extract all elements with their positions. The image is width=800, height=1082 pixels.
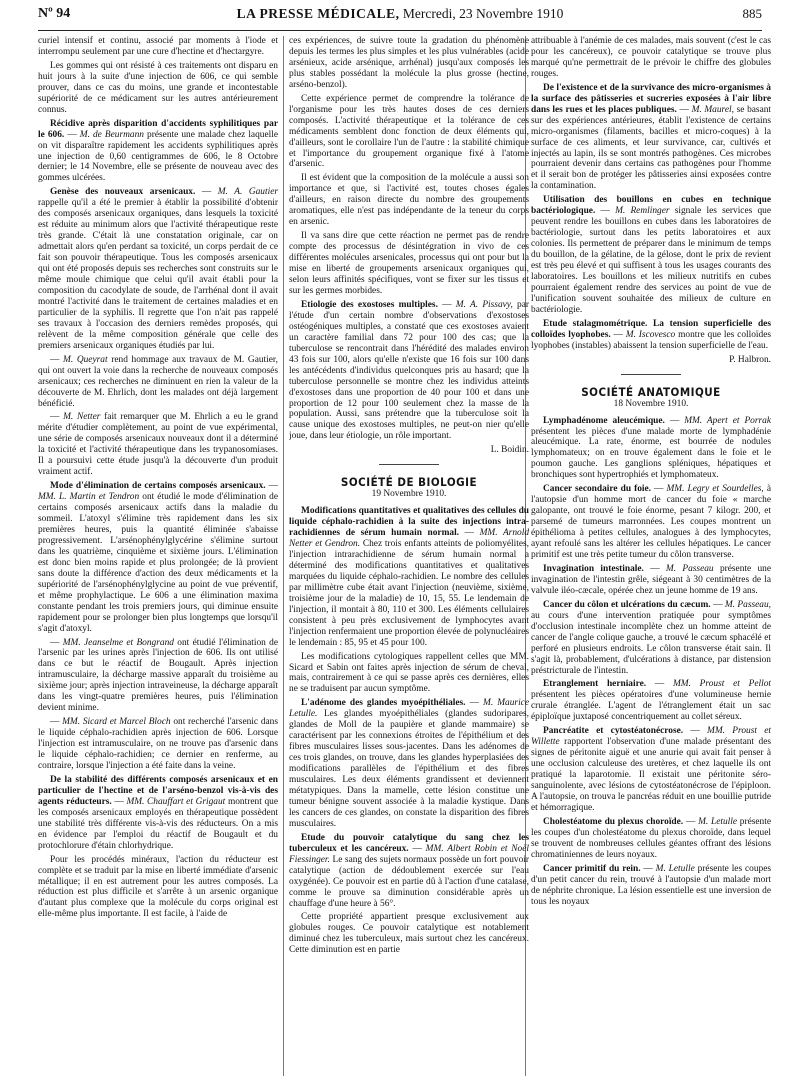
- section-heading: SOCIÉTÉ DE BIOLOGIE: [340, 475, 478, 490]
- paragraph-text: Les glandes myoépithéliales (glandes sudoripares, glandes de Moll de la paupière et glande mammaire) se caractérisent par les connexions étroites de l'épithélium et des fibres musculaires lisses sous-jacentes. Dans les adénomes de ces trois glandes, on trouve, dans les glandes hyperplasiées des modifications parallèles de l'épithélium et des fibres musculaires. Les deux éléments grandissent et deviennent métatypiques. Dans la mamelle, cette lésion constitue une tumeur bénigne souvent associée à la maladie kystique. Dans les cancers de ces glandes, on constate la disparition des fibres musculaires.: [289, 709, 529, 829]
- issue-number: Nº 94: [38, 6, 71, 21]
- author: MM. Chauffart et Grigaut: [126, 796, 226, 807]
- signature: L. Boidin.: [490, 445, 529, 456]
- paragraph-text: par l'étude d'un certain nombre d'observations d'exostoses ostéogéniques multiples, a constaté que ces exostoses avaient un caractère familial dans 72 pour 100 des cas; que la tuberculose se rencontrait dans l'hérédité des malades environ 43 fois sur 100, alors qu'elle n'existe que 16 fois sur 100 dans les antécédents d'individus quelconques pris au hasard; que la tuberculose personnelle se montre chez les individus atteints d'exostoses dans une proportion de 40 pour 100 et dans une proportion de 12 pour 100 seulement chez la masse de la population. Aussi, sans prétendre que la tuberculose soit la cause unique des exostoses multiples, ne peut-on nier qu'elle joue, dans leur étiologie, un rôle important.: [289, 299, 529, 442]
- author: M. Passeau,: [724, 599, 771, 610]
- paragraph: Cancer primitif du rein. — M. Letulle présente les coupes d'un petit cancer du rein, trouvé à l'autopsie d'un malade mort de néphrite chronique. La lésion essentielle est une inversion de tous les noyaux: [531, 863, 771, 907]
- paragraph: Etude du pouvoir catalytique du sang chez les tuberculeux et les cancéreux. — MM. Albert Robin et Noël Fiessinger. Le sang des sujets normaux possède un fort pouvoir catalytique (action de dédoublement exercée sur l'eau oxygénée). Ce pouvoir est en partie dû à l'action d'une catalase, comme le prouve sa diminution considérable après un chauffage d'une heure à 56°.: [289, 832, 529, 909]
- author: M. Letulle: [655, 863, 695, 874]
- paragraph: Cancer du côlon et ulcérations du cæcum. — M. Passeau, au cours d'une intervention pratiquée pour symptômes d'occlusion intestinale incomplète chez un homme atteint de cancer de l'angle colique gauche, a trouvé le cæcum sphacélé et perforé en plusieurs endroits. Le côlon transverse était sain. Il s'agit là, probablement, d'ulcérations à distance, par distension préstricturale de l'intestin.: [531, 599, 771, 676]
- author: MM. L. Martin et Tendron: [38, 492, 140, 503]
- paragraph-text: ont étudié l'élimination de l'arsenic par les urines après l'injection de 606. Ils ont utilisé dans ce but le réactif de Bougault. Après injection intramusculaire, la décharge massive apparaît du troisième au sixième jour; après injection intraveineuse, la décharge apparaît dans les vingt-quatre premières heures, puis l'élimination devient minime.: [38, 637, 278, 714]
- paragraph: Cette expérience permet de comprendre la tolérance de l'organisme pour les très hautes doses de ces derniers composés. L'activité thérapeutique et la tolérance de ces médicaments semblent donc fonction de deux éléments qui, d'ailleurs, sont le corollaire l'un de l'autre : la stabilité chimique et l'importance du groupement organique fixé à l'atome d'arsenic.: [289, 93, 529, 170]
- paragraph: Cette propriété appartient presque exclusivement aux globules rouges. Ce pouvoir catalytique est notablement diminué chez les tuberculeux, mais surtout chez les cancéreux. Cette diminution est en partie: [289, 912, 529, 956]
- paragraph-title: Cancer du côlon et ulcérations du cæcum.: [543, 599, 711, 610]
- paragraph-text: montre que les colloïdes lyophobes (instables) abaissent la tension superficielle de l'eau.: [531, 329, 771, 351]
- paragraph-text: présente les coupes d'un petit cancer du rein, trouvé à l'autopsie d'un malade mort de néphrite chronique. La lésion essentielle est une inversion de tous les noyaux: [531, 863, 771, 907]
- paragraph: Etranglement herniaire. — MM. Proust et Pellot présentent les pièces opératoires d'une volumineuse hernie crurale étranglée. L'agent de l'étranglement était un sac épiploïque juxtaposé concentriquement au collet séreux.: [531, 679, 771, 723]
- author: M. Passeau: [665, 563, 714, 574]
- author: M. Letulle: [698, 816, 738, 827]
- paragraph-title: Utilisation des bouillons en cubes en technique bactériologique.: [531, 195, 771, 217]
- issue-date: Mercredi, 23 Novembre 1910: [402, 6, 564, 21]
- column-3: [531, 36, 771, 1076]
- paragraph-text: présente une malade chez laquelle on vit disparaître rapidement les accidents syphilitiques après une injection de 0,60 centigrammes de 606, le 8 Octobre dernier; le 14 Novembre, elle se présente de nouveau avec des gommes ulcérées.: [38, 129, 278, 184]
- paragraph-text: à l'autopsie d'un homme mort de cancer du foie « marche galopante, ont trouvé le foie énorme, pesant 7 kilogr. 200, et parsemé de tumeurs marronnées. Les coupes montrent un épithélioma à petites cellules, analogues à des lymphocytes, ayant refoulé sans les altérer les cellules hépatiques. Le cancer primitif est une très petite tumeur du côlon transverse.: [531, 484, 771, 560]
- section-heading: SOCIÉTÉ ANATOMIQUE: [581, 384, 721, 399]
- paragraph-title: Modifications quantitatives et qualitatives des cellules du liquide céphalo-rachidien à la suite des injections intra-rachidiennes de sérum humain normal.: [289, 506, 529, 539]
- paragraph: L'adénome des glandes myoépithéliales. — M. Maurice Letulle. Les glandes myoépithéliales (glandes sudoripares, glandes de Moll de la paupière et glande mammaire) se caractérisent par les connexions étroites de l'épithélium et des fibres musculaires lisses sous-jacentes. Dans les adénomes de ces trois glandes, on trouve, dans les glandes hyperplasiées des modifications parallèles de l'épithélium et des fibres musculaires. Les deux éléments grandissent et deviennent métatypiques. Dans la mamelle, cette lésion constitue une tumeur bénigne souvent associée à la maladie kystique. Dans les cancers de ces glandes, on constate la disparition des fibres musculaires.: [289, 698, 529, 829]
- paragraph-title: Etiologie des exostoses multiples.: [301, 299, 438, 310]
- paragraph: — MM. Sicard et Marcel Bloch ont recherché l'arsenic dans le liquide céphalo-rachidien après injection de 606. Lorsque l'injection est intramusculaire, on ne trouve pas d'arsenic dans le liquide céphalo-rachidien; ce dernier en renferme, au contraire, lorsque l'injection a été faite dans la veine.: [38, 717, 278, 771]
- paragraph-title: L'adénome des glandes myoépithéliales.: [301, 698, 466, 709]
- paragraph-text: rapportent l'observation d'une malade présentant des signes de péritonite aiguë et une anurie qui avait fait penser à une occlusion calculeuse des uretères, et chez laquelle ils ont pratiqué la laparotomie. Il existait une péritonite séro-sanguinolente, avec lésions de cytostéatonécrose de l'épiploon. A l'autopsie, on trouva le pancréas réduit en une bouillie putride et hémorragique.: [531, 737, 771, 813]
- page-number: 885: [742, 6, 762, 21]
- paragraph-text: fait remarquer que M. Ehrlich a eu le grand mérite d'étudier complètement, au point de vue expérimental, une série de composés arsenicaux nouveaux dont il a déterminé la toxicité et l'activité thérapeutique dans les trypanosomiases. Il a poursuivi cette étude jusqu'à la découverte d'un produit vraiment actif.: [38, 412, 278, 478]
- column-2: [289, 36, 529, 1076]
- author: M. Maurice Letulle.: [289, 698, 529, 720]
- paragraph: Cancer secondaire du foie. — MM. Legry et Sourdelles, à l'autopsie d'un homme mort de cancer du foie « marche galopante, ont trouvé le foie énorme, pesant 7 kilogr. 200, et parsemé de tumeurs marronnées. Les coupes montrent un épithélioma à petites cellules, analogues à des lymphocytes, ayant refoulé sans les altérer les cellules hépatiques. Le cancer primitif est une très petite tumeur du côlon transverse.: [531, 484, 771, 560]
- journal-title: LA PRESSE MÉDICALE,: [236, 6, 400, 21]
- paragraph-title: Etude stalagmométrique. La tension superficielle des colloïdes lyophobes.: [531, 318, 771, 340]
- paragraph-title: Etranglement herniaire.: [543, 679, 647, 690]
- paragraph-title: Pancréatite et cytostéatonécrose.: [543, 726, 684, 737]
- paragraph: — M. Netter fait remarquer que M. Ehrlich a eu le grand mérite d'étudier complètement, au point de vue expérimental, une série de composés arsenicaux nouveaux dont il a déterminé la toxicité et l'activité thérapeutique dans les trypanosomiases. Il a poursuivi cette étude jusqu'à la découverte d'un produit vraiment actif.: [38, 412, 278, 478]
- paragraph-title: Cholestéatome du plexus choroïde.: [543, 816, 684, 827]
- paragraph-title: Invagination intestinale.: [543, 563, 644, 574]
- paragraph: Lymphadénome aleucémique. — MM. Apert et Porrak présentent les pièces d'une malade morte de lymphadénie aleucémique. La rate, énorme, est bourrée de nodules lymphomateux; on en trouve également dans le foie et le poumon gauche. Les ganglions spléniques, hépatiques et bronchiques sont hypertrophiés et lymphomateux.: [531, 415, 771, 481]
- paragraph-title: Etude du pouvoir catalytique du sang chez les tuberculeux et les cancéreux.: [289, 832, 529, 854]
- paragraph-title: Cancer primitif du rein.: [543, 863, 641, 874]
- paragraph-text: signale les services que peuvent rendre les bouillons en cubes dans les laboratoires de bactériologie, surtout dans les petits laboratoires et aux colonies. Ils permettent de préparer dans le minimum de temps du bouillon, de la gélatine, de la gélose, dont le prix de revient est très peu élevé et qui suffisent à tous les usages courants des laboratoires. Les bouillons et les milieux nutritifs en cubes pourraient également rendre des services au point de vue de l'unification souvent souhaitée des milieux de culture en bactériologie.: [531, 206, 771, 315]
- paragraph: — MM. Jeanselme et Bongrand ont étudié l'élimination de l'arsenic par les urines après l'injection de 606. Ils ont utilisé dans ce but le réactif de Bougault. Après injection intramusculaire, la décharge massive apparaît du troisième au sixième jour; après injection intraveineuse, la décharge apparaît dans les vingt-quatre premières heures, puis l'élimination devient minime.: [38, 637, 278, 714]
- paragraph-text: au cours d'une intervention pratiquée pour symptômes d'occlusion intestinale incomplète chez un homme atteint de cancer de l'angle colique gauche, a trouvé le cæcum sphacélé et perforé en plusieurs endroits. Le côlon transverse était sain. Il s'agit là, probablement, d'ulcérations à distance, par distension préstricturale de l'intestin.: [531, 610, 771, 676]
- paragraph: Mode d'élimination de certains composés arsenicaux. — MM. L. Martin et Tendron ont étudié le mode d'élimination de certains composés arsenicaux actifs dans la maladie du sommeil. L'atoxyl s'élimine très rapidement dans les six premières heures, puis la quantité éliminée s'abaisse progressivement. L'arsénophénylglycérine s'élimine surtout dans les quatrième, cinquième et sixième jours. L'élimination est donc bien moins rapide et plus prolongée; de là provient sans doute la différence d'action des deux médicaments et la supériorité de l'arsénophénylglycine au point de vue préventif, et même prophylactique. Le 606 a une élimination maxima constante pendant les trois premiers jours, qui diminue ensuite rapidement pour se prolonger bien plus longtemps que lorsqu'il s'agit d'atoxyl.: [38, 481, 278, 634]
- author: M. Remlinger: [615, 206, 670, 217]
- author: MM. Sicard et Marcel Bloch: [62, 717, 171, 728]
- author: M. Maurel,: [691, 104, 734, 115]
- author: M. A. Pissavy,: [455, 299, 513, 310]
- paragraph: Les gommes qui ont résisté à ces traitements ont disparu en huit jours à la suite d'une injection de 606, ce qui semble prouver, dans ce cas du moins, une grande et incontestable supériorité de ce médicament sur les autres antérieurement connus.: [38, 60, 278, 115]
- author: M. Queyrat: [63, 354, 108, 365]
- paragraph: Genèse des nouveaux arsenicaux. — M. A. Gautier rappelle qu'il a été le premier à établir la possibilité d'obtenir des composés arsenicaux organiques, dans lesquels la toxicité est réduite au minimum alors que l'activité thérapeutique reste très grande. C'était là une constatation originale, car on admettait alors qu'en perdant sa toxicité, un corps perdait de ce fait son pouvoir thérapeutique. Tous les composés arsenicaux qui ont été proposés depuis ses recherches sont construits sur le même moule chimique que celui qu'il avait établi pour la composition du cacodylate de soude, de l'arrhénal dont il avait montré l'activité dans le traitement de certaines maladies et en particulier de la syphilis. Il regrette que l'on n'ait pas rappelé ses travaux à l'occasion des derniers remèdes proposés, qui relèvent de la même composition générale que celle des premiers arsenicaux organiques étudiés par lui.: [38, 187, 278, 351]
- paragraph-text: présentent les pièces opératoires d'une volumineuse hernie crurale étranglée. L'agent de l'étranglement était un sac épiploïque juxtaposé concentriquement au collet séreux.: [531, 690, 771, 723]
- paragraph-text: se basant sur des expériences antérieures, établit l'existence de certains micro-organismes (filaments, bacilles et micro-coques) à la surface de ces aliments, et leur survivance, car, cultivés et injectés au lapin, ils se sont montrés pathogènes. Ces microbes pourraient devenir dans certains cas pathogènes pour l'homme et il serait bon de protéger les pâtisseries ainsi exposées contre la contamination.: [531, 104, 771, 192]
- paragraph-text: ont étudié le mode d'élimination de certains composés arsenicaux actifs dans la maladie du sommeil. L'atoxyl s'élimine très rapidement dans les six premières heures, puis la quantité éliminée s'abaisse progressivement. L'arsénophénylglycérine s'élimine surtout dans les quatrième, cinquième et sixième jours. L'élimination est donc bien moins rapide et plus prolongée; de là provient sans doute la différence d'action des deux médicaments et la supériorité de l'arsénophénylglycine au point de vue préventif, et même prophylactique. Le 606 a une élimination maxima constante pendant les trois premiers jours, qui diminue ensuite rapidement pour se prolonger bien plus longtemps que lorsqu'il s'agit d'atoxyl.: [38, 492, 278, 634]
- author: MM. Apert et Porrak: [684, 415, 771, 426]
- paragraph: — M. Queyrat rend hommage aux travaux de M. Gautier, qui ont ouvert la voie dans la recherche de nouveaux composés arsenicaux; ces recherches ne diminuent en rien la valeur de la découverte de M. Ehrlich, dont les malades ont déjà largement bénéficié.: [38, 354, 278, 409]
- paragraph: Il va sans dire que cette réaction ne permet pas de rendre compte des processus de désintégration in vivo de ces différentes molécules arsenicales, processus qui ont pour but la mise en liberté de groupements arsenicaux organiques qui, selon leurs affinités spécifiques, vont se fixer sur les tissus et sur les germes morbides.: [289, 231, 529, 296]
- paragraph-text: rappelle qu'il a été le premier à établir la possibilité d'obtenir des composés arsenicaux organiques, dans lesquels la toxicité est réduite au minimum alors que l'activité thérapeutique reste très grande. C'était là une constatation originale, car on admettait alors qu'en perdant sa toxicité, un corps perdait de ce fait son pouvoir thérapeutique. Tous les composés arsenicaux qui ont été proposés depuis ses recherches sont construits sur le même moule chimique que celui qu'il avait établi pour la composition du cacodylate de soude, de l'arrhénal dont il avait montré l'activité dans le traitement de certaines maladies et en particulier de la syphilis. Il regrette que l'on n'ait pas rappelé ses travaux à l'occasion des derniers remèdes proposés, qui relèvent de la même composition générale que celle des premiers arsenicaux organiques étudiés par lui.: [38, 198, 278, 351]
- running-title: [38, 6, 762, 22]
- column-1: [38, 36, 278, 1076]
- paragraph: Pancréatite et cytostéatonécrose. — MM. Proust et Willette rapportent l'observation d'une malade présentant des signes de péritonite aiguë et une anurie qui avait fait penser à une occlusion calculeuse des uretères, et chez laquelle ils ont pratiqué la laparotomie. Il existait une péritonite séro-sanguinolente, avec lésions de cytostéatonécrose de l'épiploon. A l'autopsie, on trouva le pancréas réduit en une bouillie putride et hémorragique.: [531, 726, 771, 813]
- paragraph: Utilisation des bouillons en cubes en technique bactériologique. — M. Remlinger signale les services que peuvent rendre les bouillons en cubes dans les laboratoires de bactériologie, surtout dans les petits laboratoires et aux colonies. Ils permettent de préparer dans le minimum de temps du bouillon, de la gélatine, de la gélose, dont le prix de revient est très peu élevé et qui suffisent à tous les usages courants des laboratoires. Les bouillons et les milieux nutritifs en cubes pourraient également rendre des services au point de vue de l'unification souvent souhaitée des milieux de culture en bactériologie.: [531, 195, 771, 315]
- paragraph-title: Genèse des nouveaux arsenicaux.: [50, 187, 196, 198]
- paragraph-text: rend hommage aux travaux de M. Gautier, qui ont ouvert la voie dans la recherche de nouveaux composés arsenicaux; ces recherches ne diminuent en rien la valeur de la découverte de M. Ehrlich, dont les malades ont déjà largement bénéficié.: [38, 354, 278, 409]
- paragraph: Cholestéatome du plexus choroïde. — M. Letulle présente les coupes d'un cholestéatome du plexus choroïde, dans lequel se trouvent de nombreuses cellules géantes offrant des lésions chromatiniennes de leurs noyaux.: [531, 816, 771, 860]
- separator-rule: [621, 374, 681, 375]
- paragraph-text: ont recherché l'arsenic dans le liquide céphalo-rachidien après injection de 606. Lorsque l'injection est intramusculaire, on ne trouve pas d'arsenic dans le liquide céphalo-rachidien; ce dernier en renferme, au contraire, lorsque l'injection a été faite dans la veine.: [38, 717, 278, 771]
- paragraph: Etude stalagmométrique. La tension superficielle des colloïdes lyophobes. — M. Iscovesco montre que les colloïdes lyophobes (instables) abaissent la tension superficielle de l'eau.: [531, 318, 771, 351]
- column-rule: [283, 36, 284, 1076]
- paragraph-text: Le sang des sujets normaux possède un fort pouvoir catalytique (action de dédoublement exercée sur l'eau oxygénée). Ce pouvoir est en partie dû à l'action d'une catalase, comme le prouve sa diminution considérable après un chauffage d'une heure à 56°.: [289, 854, 529, 909]
- paragraph: ces expériences, de suivre toute la gradation du phénomène depuis les termes les plus simples et les plus vulnérables (acide arsénieux, acide arsénique, arrhénal) jusqu'aux composés les plus stables possédant la molécule la plus grosse (hectine, arséno-benzol).: [289, 36, 529, 90]
- author: MM. Legry et Sourdelles,: [666, 484, 764, 495]
- author: MM. Proust et Pellot: [672, 679, 771, 690]
- paragraph-title: Lymphadénome aleucémique.: [543, 415, 665, 426]
- paragraph-title: Récidive après disparition d'accidents syphilitiques par le 606.: [38, 118, 278, 140]
- paragraph: Invagination intestinale. — M. Passeau présente une invagination de l'intestin grêle, siégeant à 30 centimètres de la valvule iléo-cæcale, opérée chez un jeune homme de 19 ans.: [531, 563, 771, 596]
- section-date: 18 Novembre 1910.: [613, 398, 689, 409]
- author: MM. Albert Robin et Noël Fiessinger.: [289, 843, 529, 865]
- page-header: [38, 4, 762, 31]
- paragraph: Il est évident que la composition de la molécule a aussi son importance et que, si l'activité est, toutes choses égales d'ailleurs, en raison directe du nombre des groupements aromatiques, elle n'est pas indépendante de la teneur du corps en arsenic.: [289, 173, 529, 228]
- paragraph-title: De la stabilité des différents composés arsenicaux et en particulier de l'hectine et de l'arséno-benzol vis-à-vis des agents réducteurs.: [38, 774, 278, 807]
- paragraph: De la stabilité des différents composés arsenicaux et en particulier de l'hectine et de l'arséno-benzol vis-à-vis des agents réducteurs. — MM. Chauffart et Grigaut montrent que les composés arsenicaux employés en thérapeutique possèdent une stabilité très différente vis-à-vis des réducteurs. On a mis en évidence par l'emploi du réactif de Bougault et du protochlorure d'étain chlorhydrique.: [38, 774, 278, 851]
- paragraph: De l'existence et de la survivance des micro-organismes à la surface des pâtisseries et sucreries exposées à l'air libre dans les rues et les places publiques. — M. Maurel, se basant sur des expériences antérieures, établit l'existence de certains micro-organismes (filaments, bacilles et micro-coques) à la surface de ces aliments, et leur survivance, car, cultivés et injectés au lapin, ils se sont montrés pathogènes. Ces microbes pourraient devenir dans certains cas pathogènes pour l'homme et il serait bon de protéger les pâtisseries ainsi exposées contre la contamination.: [531, 82, 771, 192]
- author: MM. Proust et Willette: [531, 726, 771, 748]
- author: M. Netter: [63, 412, 101, 423]
- paragraph: Modifications quantitatives et qualitatives des cellules du liquide céphalo-rachidien à la suite des injections intra-rachidiennes de sérum humain normal. — MM. Arnold Netter et Gendron. Chez trois enfants atteints de poliomyélites, l'injection intrarachidienne de sérum humain normal a déterminé des modifications quantitatives et qualitatives marquées du liquide céphalo-rachidien. Le nombre des cellules par millimètre cube était avant l'injection (neuvième, sixième, troisième jour de la maladie) de 10, 15, 55. Le lendemain de l'injection, il montait à 80, 110 et 300. Les éléments cellulaires consistent à peu près exclusivement de lymphocytes avant l'injection renfermaient une proportion élevée de polynucléaires le lendemain : 85, 95 et 45 pour 100.: [289, 506, 529, 648]
- paragraph: Les modifications cytologiques rappellent celles que MM. Sicard et Sabin ont faites après injection de sérum de cheval, mais, contrairement à ce qui se passe après ces dernières, elles ne se traduisent par aucun symptôme.: [289, 651, 529, 695]
- paragraph-text: montrent que les composés arsenicaux employés en thérapeutique possèdent une stabilité très différente vis-à-vis des réducteurs. On a mis en évidence par l'emploi du réactif de Bougault et du protochlorure d'étain chlorhydrique.: [38, 796, 278, 851]
- author: M. A. Gautier: [217, 187, 278, 198]
- separator-rule: [379, 464, 439, 465]
- paragraph: Pour les procédés minéraux, l'action du réducteur est complète et se traduit par la mise en liberté immédiate d'arsenic métallique; il en est autrement pour les autres composés. La réduction est plus difficile et s'arrête à un arsenic organique d'autant plus complexe que la molécule du corps original est elle-même plus importante. Il est facile, à l'aide de: [38, 854, 278, 920]
- paragraph-title: Mode d'élimination de certains composés arsenicaux.: [50, 481, 266, 492]
- paragraph-text: présente les coupes d'un cholestéatome du plexus choroïde, dans lequel se trouvent de nombreuses cellules géantes offrant des lésions chromatiniennes de leurs noyaux.: [531, 816, 771, 860]
- paragraph-title: Cancer secondaire du foie.: [543, 484, 651, 495]
- paragraph-text: présentent les pièces d'une malade morte de lymphadénie aleucémique. La rate, énorme, est bourrée de nodules lymphomateux; on en trouve également dans le foie et le poumon gauche. Les ganglions spléniques, hépatiques et bronchiques sont hypertrophiés et lymphomateux.: [531, 426, 771, 481]
- signature: P. Halbron.: [729, 354, 771, 365]
- paragraph: Etiologie des exostoses multiples. — M. A. Pissavy, par l'étude d'un certain nombre d'observations d'exostoses ostéogéniques multiples, a constaté que ces exostoses avaient un caractère familial dans 72 pour 100 des cas; que la tuberculose se rencontrait dans l'hérédité des malades environ 43 fois sur 100, alors qu'elle n'existe que 16 fois sur 100 dans les antécédents d'individus quelconques pris au hasard; que la tuberculose personnelle se montre chez les individus atteints d'exostoses dans une proportion de 40 pour 100 et dans une proportion de 12 pour 100 seulement chez la masse de la population. Aussi, sans prétendre que la tuberculose soit la cause unique des exostoses multiples, ne peut-on nier qu'elle joue, dans leur étiologie, un rôle important.: [289, 299, 529, 442]
- paragraph-text: présente une invagination de l'intestin grêle, siégeant à 30 centimètres de la valvule iléo-cæcale, opérée chez un jeune homme de 19 ans.: [531, 563, 771, 596]
- author: MM. Jeanselme et Bongrand: [62, 637, 174, 648]
- paragraph-title: De l'existence et de la survivance des micro-organismes à la surface des pâtisseries et sucreries exposées à l'air libre dans les rues et les places publiques.: [531, 82, 771, 115]
- author: M. Iscovesco: [625, 329, 676, 340]
- paragraph: attribuable à l'anémie de ces malades, mais souvent (c'est le cas pour les cancéreux), ce pouvoir catalytique se trouve plus marqué qu'ne permettrait de le prévoir le chiffre des globules rouges.: [531, 36, 771, 79]
- author: M. de Beurmann: [79, 129, 144, 140]
- author: MM. Arnold Netter et Gendron.: [289, 528, 529, 550]
- section-date: 19 Novembre 1910.: [371, 489, 447, 500]
- paragraph: curiel intensif et continu, associé par moments à l'iode et interrompu seulement par une cure d'hectine et d'hectargyre.: [38, 36, 278, 57]
- paragraph-text: Chez trois enfants atteints de poliomyélites, l'injection intrarachidienne de sérum humain normal a déterminé des modifications quantitatives et qualitatives marquées du liquide céphalo-rachidien. Le nombre des cellules par millimètre cube était avant l'injection (neuvième, sixième, troisième jour de la maladie) de 10, 15, 55. Le lendemain de l'injection, il montait à 80, 110 et 300. Les éléments cellulaires consistent à peu près exclusivement de lymphocytes avant l'injection renfermaient une proportion élevée de polynucléaires le lendemain : 85, 95 et 45 pour 100.: [289, 539, 529, 648]
- paragraph: Récidive après disparition d'accidents syphilitiques par le 606. — M. de Beurmann présente une malade chez laquelle on vit disparaître rapidement les accidents syphilitiques après une injection de 0,60 centigrammes de 606, le 8 Octobre dernier; le 14 Novembre, elle se présente de nouveau avec des gommes ulcérées.: [38, 118, 278, 184]
